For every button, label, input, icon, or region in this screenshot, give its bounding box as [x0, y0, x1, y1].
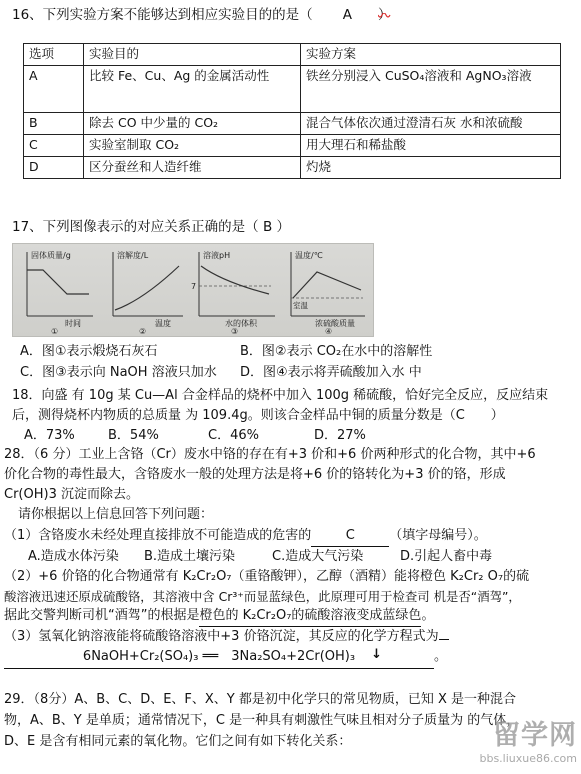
q28-sub-2-line-3 — [4, 606, 536, 627]
q28-sub-2-line-1: （2）+6 价铬的化合物通常有 K₂Cr₂O₇（重铬酸钾），乙醇（酒精）能将橙色 K₂Cr₂ O₇的硫 — [4, 568, 530, 584]
table-row — [24, 66, 561, 113]
graph-1-number: ① — [51, 327, 59, 336]
q17-option-d: D．图④表示将弄硫酸加入水 中 — [240, 365, 422, 380]
table-header-cell: 选项 — [24, 44, 84, 66]
q28-line-3: Cr(OH)3 沉淀而除去。 — [4, 487, 139, 503]
table-header-row — [24, 44, 561, 66]
watermark-url: bbs.liuxue86.com — [479, 752, 577, 766]
table-row — [24, 113, 561, 135]
q18-line-1: 18．向盛 有 10g 某 Cu—Al 合金样品的烧杯中加入 100g 稀硫酸，恰好完全反应，反应结束 — [12, 388, 549, 403]
table-cell: C — [24, 135, 84, 157]
question-28 — [4, 445, 536, 669]
question-29 — [4, 690, 519, 752]
q17-option-c-text: C．图③表示向 NaOH 溶液只加水 — [20, 365, 217, 380]
graph-1-xlabel: 时间 — [65, 319, 81, 328]
q28-sub-2-pre: 据此交警判断司机“酒驾”的根据是 — [4, 608, 200, 624]
q18-line-2: 后，测得烧杯内物质的总质量 为 109.4g。则该合金样品中铜的质量分数是（C ） — [12, 408, 504, 424]
q29-line-1: 29．（8分）A、B、C、D、E、F、X、Y 都是初中化学只的常见物质，已知 X 是一种混合 — [4, 692, 517, 707]
graph-2-solubility — [113, 250, 183, 336]
q17-option-c — [20, 365, 217, 381]
q17-option-b: B．图②表示 CO₂在水中的溶解性 — [240, 344, 433, 359]
q28-sub-2-answer: 橙色的 K₂Cr₂O₇的硫酸溶液变成蓝绿色 — [199, 606, 421, 627]
question-16-stem — [12, 7, 391, 24]
table-cell: 灼烧 — [301, 157, 561, 179]
q28-sub-3-line — [4, 627, 536, 647]
q18-option-d: D．27% — [314, 428, 366, 444]
q28-sub-3-text: （3）氢氧化钠溶液能将硫酸铬溶液中+3 价铬沉淀，其反应的化学方程式为 — [4, 629, 439, 645]
table-cell: D — [24, 157, 84, 179]
q16-answer: A — [342, 7, 352, 23]
table-cell: 用大理石和稀盐酸 — [301, 135, 561, 157]
q28-sub-1-pre: （1）含铬废水未经处理直接排放不可能造成的危害的 — [4, 527, 312, 543]
graph-4-ylabel: 温度/℃ — [295, 251, 323, 260]
table-cell: A — [24, 66, 84, 113]
q28-sub-3-post: 。 — [434, 649, 448, 665]
graph-2-xlabel: 温度 — [155, 319, 171, 328]
q28-sub-1-option-b: B.造成土壤污染 — [144, 548, 236, 564]
q18-option-b: B．54% — [108, 428, 159, 444]
q28-sub-3-equation-line — [4, 647, 536, 668]
q28-sub-3-equation-text: 6NaOH+Cr₂(SO₄)₃ ══ 3Na₂SO₄+2Cr(OH)₃ — [82, 649, 356, 665]
graph-3-mark: 7 — [191, 282, 197, 291]
q28-sub-3-blank — [439, 639, 449, 640]
squiggle-underline-mark — [378, 13, 392, 20]
q16-stem-text: 16、下列实验方案不能够达到相应实验目的的是（ — [12, 7, 313, 23]
watermark-text: 留学网 — [493, 719, 577, 751]
q28-sub-1-post: （填字母编号）。 — [389, 527, 487, 543]
table-cell: 铁丝分别浸入 CuSO₄溶液和 AgNO₃溶液 — [301, 66, 561, 113]
graph-1-ylabel: 固体质量/g — [31, 251, 71, 260]
table-cell: 区分蚕丝和人造纤维 — [84, 157, 301, 179]
table-cell: B — [24, 113, 84, 135]
q28-sub-1-options — [4, 547, 536, 567]
table-cell: 实验室制取 CO₂ — [84, 135, 301, 157]
table-row — [24, 157, 561, 179]
q17-graphs-svg — [13, 244, 373, 336]
table-row — [24, 135, 561, 157]
q28-sub-3-equation — [4, 647, 434, 668]
q16-options-table — [23, 43, 561, 179]
graph-3-ylabel: 溶液pH — [203, 251, 231, 260]
graph-3-number: ③ — [231, 327, 239, 336]
q28-sub-1-answer: C — [311, 526, 389, 547]
q18-option-c: C．46% — [208, 428, 259, 444]
q17-graphs-photo — [12, 243, 374, 337]
graph-4-temperature — [291, 250, 365, 336]
graph-3-ph — [191, 250, 275, 336]
graph-3-xlabel: 水的体积 — [225, 319, 257, 328]
q28-line-2: 价化合物的毒性最大，含铬废水一般的处理方法是将+6 价的铬转化为+3 价的铬，形成 — [4, 467, 506, 483]
graph-2-number: ② — [139, 327, 147, 336]
q28-sub-2-post: 。 — [421, 608, 435, 624]
graph-2-ylabel: 溶解度/L — [117, 251, 149, 260]
graph-4-mark: 室温 — [293, 301, 308, 310]
graph-4-xlabel: 浓硫酸质量 — [315, 319, 355, 328]
table-cell: 比较 Fe、Cu、Ag 的金属活动性 — [84, 66, 301, 113]
q16-close-paren: ） — [377, 7, 392, 23]
q18-options — [12, 426, 548, 446]
q28-sub-1-option-c: C.造成大气污染 — [272, 548, 364, 564]
table-header-cell: 实验方案 — [301, 44, 561, 66]
q29-line-3: D、E 是含有相同元素的氧化物。它们之间有如下转化关系： — [4, 733, 352, 749]
q28-line-4: 请你根据以上信息回答下列问题： — [18, 507, 214, 523]
table-header-cell: 实验目的 — [84, 44, 301, 66]
q28-sub-1-option-d: D.引起人畜中毒 — [400, 548, 493, 564]
question-17-stem: 17、下列图像表示的对应关系正确的是（ B ） — [12, 219, 291, 235]
precipitate-arrow-icon: ↓ — [371, 647, 382, 663]
q17-option-a: A．图①表示煅烧石灰石 — [20, 344, 158, 359]
table-cell: 混合气体依次通过澄清石灰 水和浓硫酸 — [301, 113, 561, 135]
q28-line-1: 28．（6 分）工业上含铬（Cr）废水中铬的存在有+3 价和+6 价两种形式的化合物，其中+6 — [4, 447, 536, 462]
graph-4-number: ④ — [325, 327, 333, 336]
table-cell: 除去 CO 中少量的 CO₂ — [84, 113, 301, 135]
graph-1-decomposition — [27, 250, 93, 336]
q28-sub-2-line-2: 酸溶液迅速还原成硫酸铬，其溶液中含 Cr³⁺而显蓝绿色，此原理可用于检查司 机是否“酒驾”， — [4, 588, 521, 604]
q18-option-a: A．73% — [24, 428, 75, 444]
site-watermark — [479, 719, 577, 767]
q28-sub-1-option-a: A.造成水体污染 — [28, 548, 119, 564]
q28-sub-1 — [4, 526, 536, 547]
question-18 — [12, 386, 548, 446]
q29-line-2: 物，A、B、Y 是单质；通常情况下，C 是一种具有刺激性气味且相对分子质量为 的气体， — [4, 712, 520, 728]
